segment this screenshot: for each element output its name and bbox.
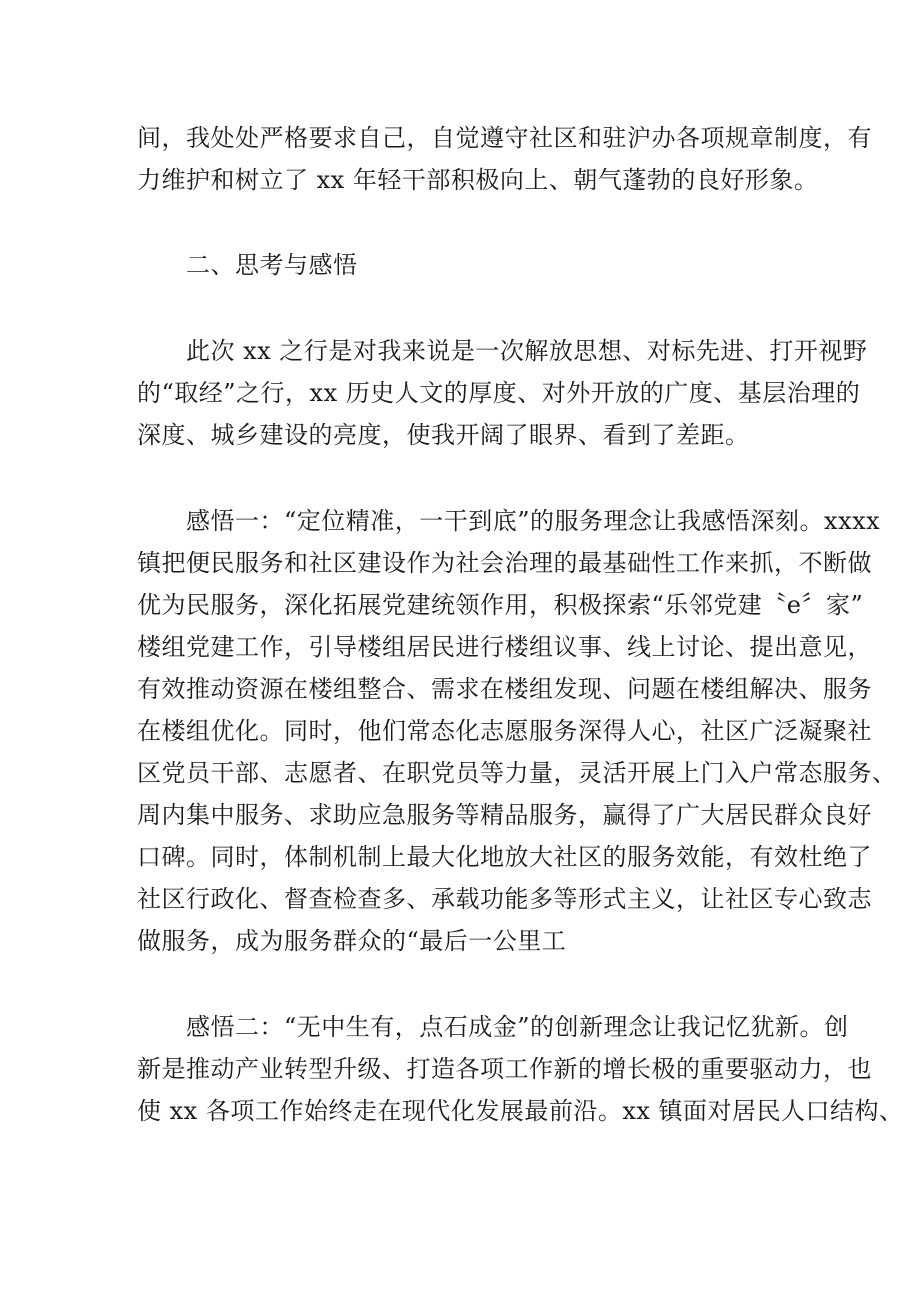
section-heading: 二、思考与感悟	[186, 251, 358, 279]
paragraph-line: 此次 xx 之行是对我来说是一次解放思想、对标先进、打开视野	[186, 337, 868, 365]
paragraph-line: 楼组党建工作，引导楼组居民进行楼组议事、线上讨论、提出意见，	[137, 633, 872, 661]
paragraph-line: 使 xx 各项工作始终走在现代化发展最前沿。xx 镇面对居民人口结构、	[137, 1097, 904, 1125]
paragraph-line: 的“取经”之行，xx 历史人文的厚度、对外开放的广度、基层治理的	[137, 379, 861, 407]
paragraph-line: 做服务，成为服务群众的“最后一公里工	[137, 927, 567, 955]
paragraph-line: 周内集中服务、求助应急服务等精品服务，赢得了广大居民群众良好	[137, 801, 872, 829]
paragraph-line: 感悟一：“定位精准，一干到底”的服务理念让我感悟深刻。xxxx	[186, 507, 881, 535]
paragraph-line: 口碑。同时，体制机制上最大化地放大社区的服务效能，有效杜绝了	[137, 843, 872, 871]
paragraph-line: 镇把便民服务和社区建设作为社会治理的最基础性工作来抓，不断做	[137, 549, 872, 577]
paragraph-line: 区党员干部、志愿者、在职党员等力量，灵活开展上门入户常态服务、	[137, 759, 897, 787]
paragraph-line: 有效推动资源在楼组整合、需求在楼组发现、问题在楼组解决、服务	[137, 675, 872, 703]
paragraph-line: 间，我处处严格要求自己，自觉遵守社区和驻沪办各项规章制度，有	[137, 124, 872, 152]
paragraph-line: 感悟二：“无中生有，点石成金”的创新理念让我记忆犹新。创	[186, 1013, 849, 1041]
paragraph-line: 力维护和树立了 xx 年轻干部积极向上、朝气蓬勃的良好形象。	[137, 166, 819, 194]
paragraph-line: 深度、城乡建设的亮度，使我开阔了眼界、看到了差距。	[137, 421, 750, 449]
paragraph-line: 新是推动产业转型升级、打造各项工作新的增长极的重要驱动力，也	[137, 1055, 872, 1083]
paragraph-line: 社区行政化、督查检查多、承载功能多等形式主义，让社区专心致志	[137, 885, 872, 913]
paragraph-line: 优为民服务，深化拓展党建统领作用，积极探索“乐邻党建〝e〞家”	[137, 591, 864, 619]
paragraph-line: 在楼组优化。同时，他们常态化志愿服务深得人心，社区广泛凝聚社	[137, 717, 872, 745]
